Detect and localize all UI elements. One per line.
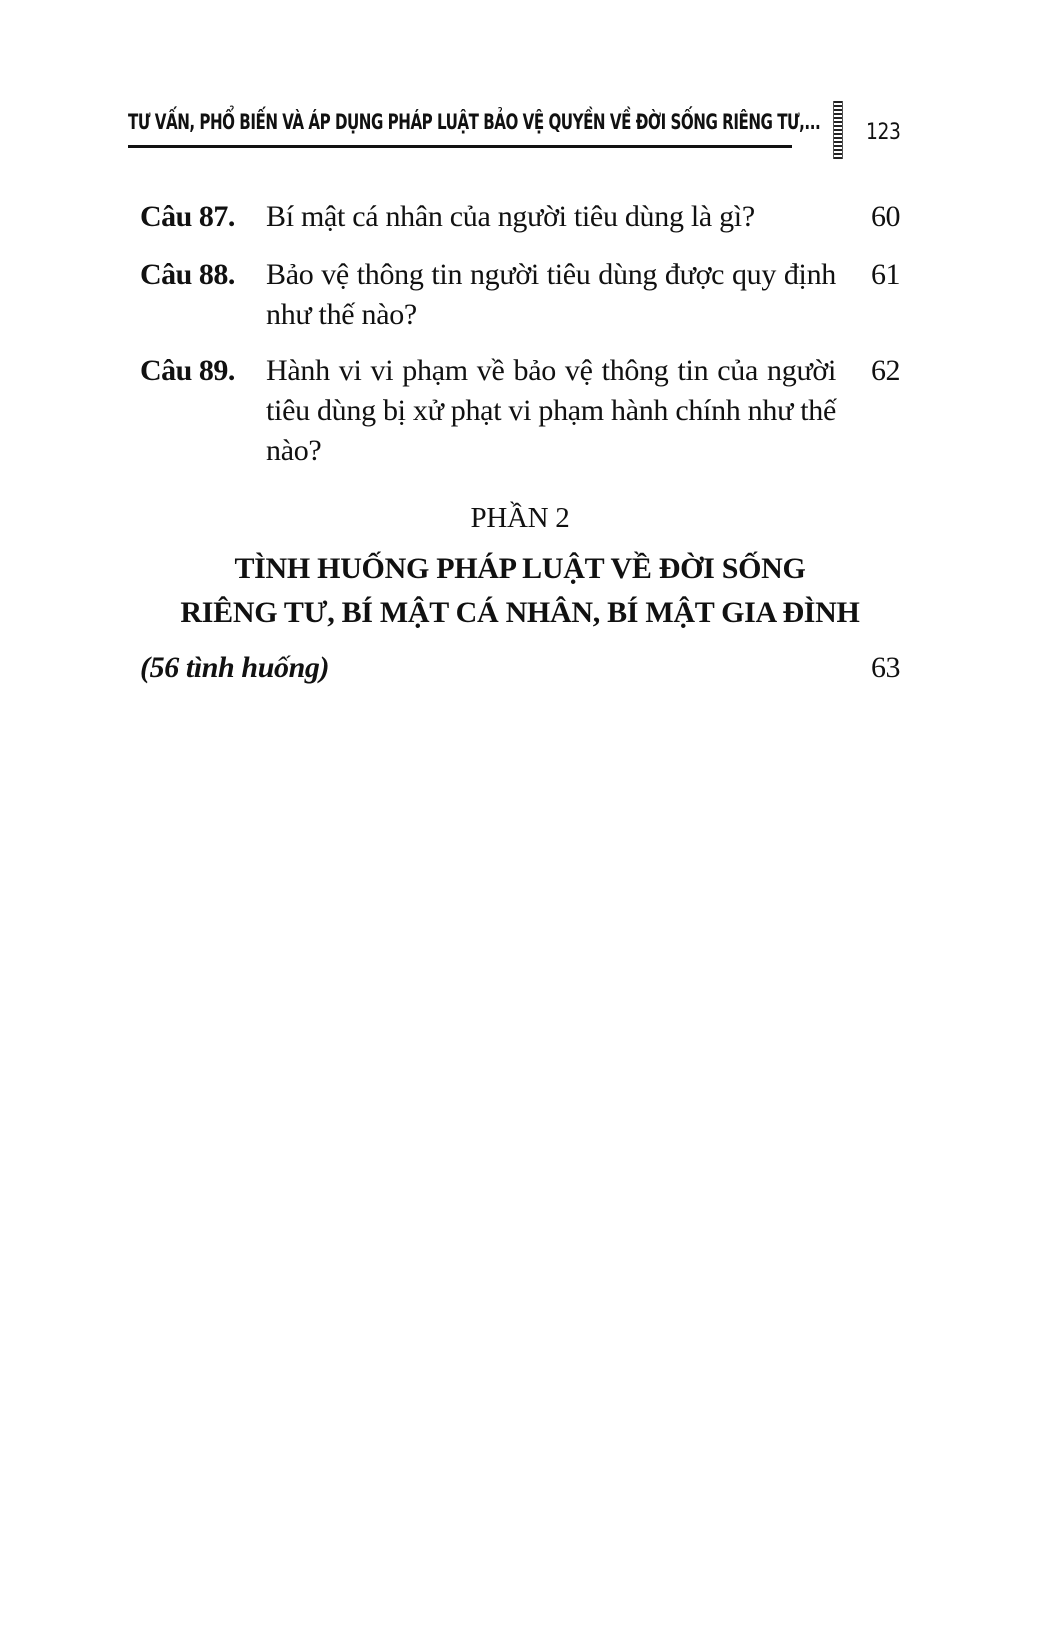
toc-entry-page: 60: [871, 200, 900, 233]
section-title-line: RIÊNG TƯ, BÍ MẬT CÁ NHÂN, BÍ MẬT GIA ĐÌNH: [180, 596, 860, 629]
cases-label: (56 tình huống): [140, 651, 330, 684]
toc-entry: [140, 197, 900, 237]
cases-page: 63: [871, 651, 900, 684]
toc-entry-label: Câu 87.: [140, 200, 235, 233]
header-rule: [128, 145, 792, 148]
toc-entry-page: 61: [871, 258, 900, 291]
running-header: [128, 106, 821, 150]
toc-entry-label: Câu 88.: [140, 258, 235, 291]
part-heading: PHẦN 2: [470, 502, 570, 534]
toc-entry: [140, 255, 900, 335]
section-title: [140, 547, 900, 635]
toc-entry-text: Bảo vệ thông tin người tiêu dùng được quy định như thế nào?: [266, 258, 836, 331]
toc-entry: [140, 351, 900, 471]
running-title: TƯ VẤN, PHỔ BIẾN VÀ ÁP DỤNG PHÁP LUẬT BẢO VỆ QUYỀN VỀ ĐỜI SỐNG RIÊNG TƯ,...: [128, 110, 821, 134]
toc-entry-page: 62: [871, 354, 900, 387]
page-number: 123: [866, 120, 901, 145]
header-ornament: [833, 101, 843, 159]
toc-entry-label: Câu 89.: [140, 354, 235, 387]
toc-entry-text: Hành vi vi phạm về bảo vệ thông tin của người tiêu dùng bị xử phạt vi phạm hành chính như thế nào?: [266, 354, 836, 467]
section-title-line: TÌNH HUỐNG PHÁP LUẬT VỀ ĐỜI SỐNG: [234, 552, 806, 585]
toc-entry-text: Bí mật cá nhân của người tiêu dùng là gì?: [266, 200, 755, 233]
